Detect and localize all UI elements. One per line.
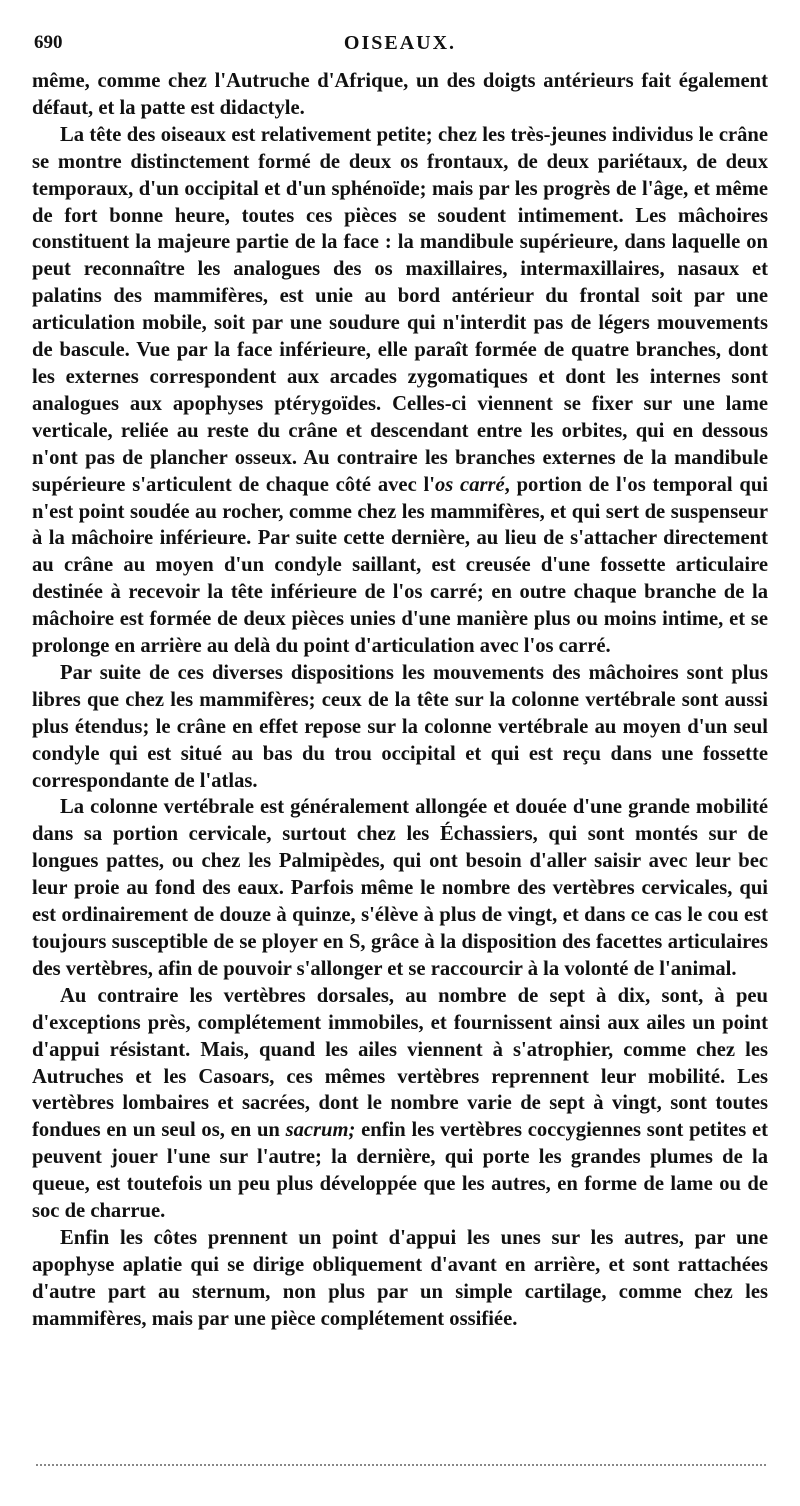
paragraph (32, 122, 768, 660)
paragraph (32, 794, 768, 982)
running-title: OISEAUX. (343, 32, 457, 54)
footer-dotted-rule (36, 1464, 766, 1466)
paragraph (32, 983, 768, 1225)
text-run: La colonne vertébrale est généralement allongée et douée d'une grande mobilité dans sa portion cervicale, surtout chez les Échassiers, qui sont montés sur de longues pattes, ou chez les Palmipèdes, qui ont besoin d'aller saisir avec leur bec leur proie au fond des eaux. Parfois même le nombre des vertèbres cervicales, qui est ordinairement de douze à quinze, s'élève à plus de vingt, et dans ce cas le cou est toujours susceptible de se ployer en S, grâce à la disposition des facettes articulaires des vertèbres, afin de pouvoir s'allonger et se raccourcir à la volonté de l'animal. (32, 796, 768, 980)
paragraph (32, 68, 768, 122)
text-run: Au contraire les vertèbres dorsales, au nombre de sept à dix, sont, à peu d'exceptions près, complétement immobiles, et fournissent ainsi aux ailes un point d'appui résistant. Mais, quand les ailes viennent à s'atrophier, comme chez les Autruches et les Casoars, ces mêmes vertèbres reprennent leur mobilité. Les vertèbres lombaires et sacrées, dont le nombre varie de sept à vingt, sont toutes fondues en un seul os, en un (32, 984, 768, 1142)
text-run: Par suite de ces diverses dispositions les mouvements des mâchoires sont plus libres que chez les mammifères; ceux de la tête sur la colonne vertébrale sont aussi plus étendus; le crâne en effet repose sur la colonne vertébrale au moyen d'un seul condyle qui est situé au bas du trou occipital et qui est reçu dans une fossette correspondante de l'atlas. (32, 661, 768, 792)
page-header (32, 30, 768, 60)
italic-term: sacrum; (285, 1119, 356, 1142)
paragraph (32, 660, 768, 795)
text-run: même, comme chez l'Autruche d'Afrique, un des doigts antérieurs fait également défaut, et la patte est didactyle. (32, 70, 768, 119)
text-run: Enfin les côtes prennent un point d'appui les unes sur les autres, par une apophyse aplatie qui se dirige obliquement d'avant en arrière, et sont rattachées d'autre part au sternum, non plus par un simple cartilage, comme chez les mammifères, mais par une pièce complétement ossifiée. (32, 1226, 768, 1330)
paragraph (32, 1225, 768, 1333)
page (32, 30, 768, 1333)
text-run: La tête des oiseaux est relativement petite; chez les très-jeunes individus le crâne se montre distinctement formé de deux os frontaux, de deux pariétaux, de deux temporaux, d'un occipital et d'un sphénoïde; mais par les progrès de l'âge, et même de fort bonne heure, toutes ces pièces se soudent intimement. Les mâchoires constituent la majeure partie de la face : la mandibule supérieure, dans laquelle on peut reconnaître les analogues des os maxillaires, intermaxillaires, nasaux et palatins des mammifères, est unie au bord antérieur du frontal soit par une articulation mobile, soit par une soudure qui n'interdit pas de légers mouvements de bascule. Vue par la face inférieure, elle paraît formée de quatre branches, dont les externes correspondent aux arcades zygomatiques et dont les internes sont analogues aux apophyses ptérygoïdes. Celles-ci viennent se fixer sur une lame verticale, reliée au reste du crâne et descendant entre les orbites, qui en dessous n'ont pas de plancher osseux. Au contraire les branches externes de la mandibule supérieure s'articulent de chaque côté avec l' (32, 123, 768, 496)
text-run: , portion de l'os temporal qui n'est point soudée au rocher, comme chez les mammifères, et qui sert de suspenseur à la mâchoire inférieure. Par suite cette dernière, au lieu de s'attacher directement au crâne au moyen d'un condyle saillant, est creusée d'une fossette articulaire destinée à recevoir la tête inférieure de l'os carré; en outre chaque branche de la mâchoire est formée de deux pièces unies d'une manière plus ou moins intime, et se prolonge en arrière au delà du point d'articulation avec l'os carré. (32, 473, 768, 658)
italic-term: os carré (434, 473, 505, 496)
text-run: enfin les vertèbres coccygiennes sont petites et peuvent jouer l'une sur l'autre; la dernière, qui porte les grandes plumes de la queue, est toutefois un peu plus développée que les autres, en forme de lame ou de soc de charrue. (32, 1119, 768, 1223)
page-number: 690 (34, 32, 63, 53)
document-body (32, 68, 768, 1333)
